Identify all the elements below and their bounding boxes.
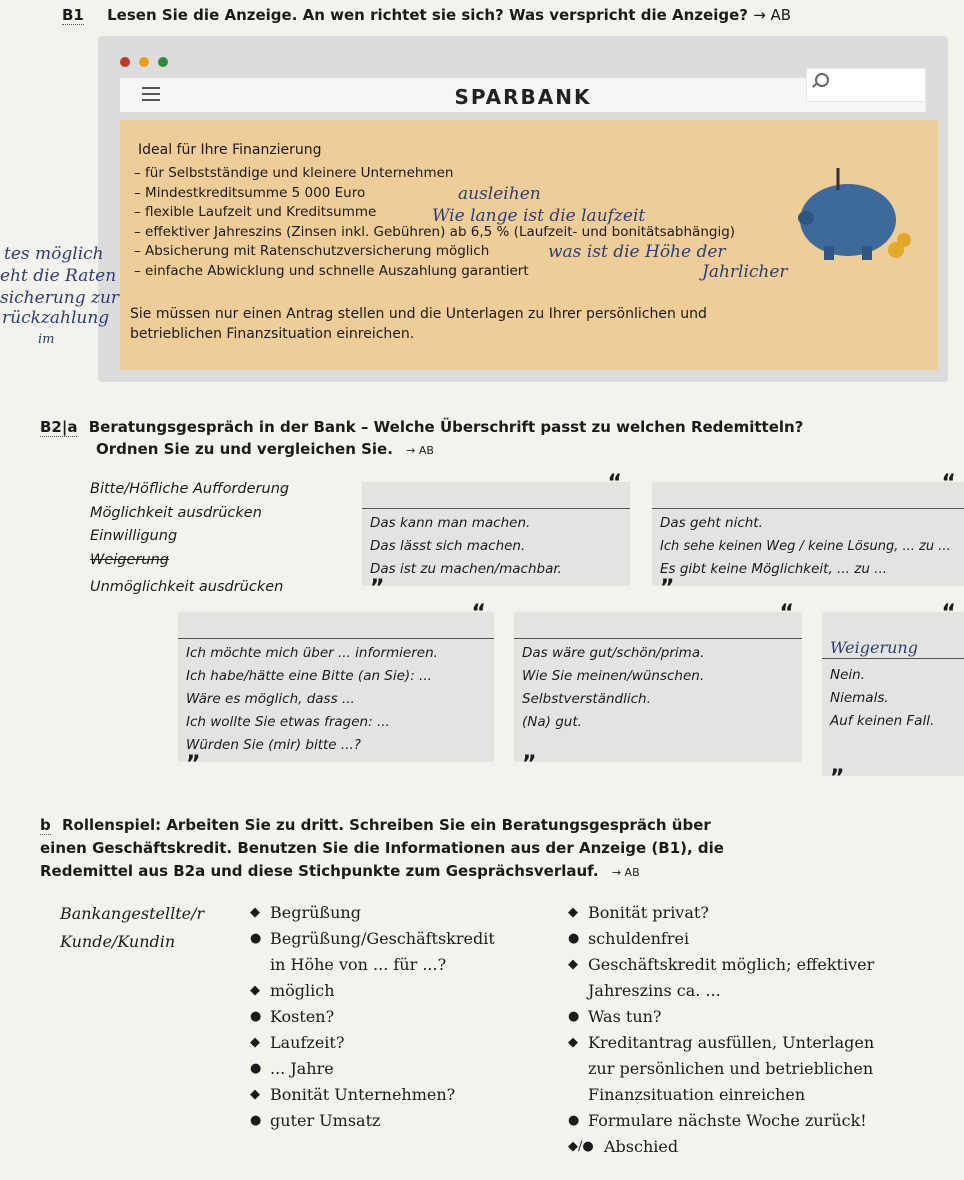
phrase: Auf keinen Fall. — [830, 713, 935, 729]
handwritten-note: ausleihen — [458, 184, 541, 204]
quote-close-icon: ” — [370, 576, 385, 601]
category-item: Möglichkeit ausdrücken — [90, 504, 262, 521]
dialogue-step — [248, 978, 548, 1004]
exercise-subtitle: Ordnen Sie zu und vergleichen Sie. — [96, 440, 393, 458]
phrase: Wie Sie meinen/wünschen. — [522, 668, 705, 684]
phrase-list — [370, 512, 622, 581]
bullet-icon: ◆ — [250, 1087, 260, 1102]
bullet-icon: ◆ — [568, 1035, 578, 1050]
category-item: Bitte/Höfliche Aufforderung — [90, 481, 290, 497]
bullet-icon: ◆ — [250, 1035, 260, 1050]
ad-item: – effektiver Jahreszins (Zinsen inkl. Gebühren) ab 6,5 % (Laufzeit- und bonitätsabhängig) — [134, 223, 735, 243]
handwritten-note: sicherung zur — [0, 288, 120, 308]
handwritten-note: eht die Raten — [0, 266, 117, 286]
step-text: guter Umsatz — [270, 1111, 381, 1130]
bullet-icon: ● — [568, 931, 580, 946]
window-controls — [120, 52, 172, 71]
quote-open-icon: “ — [941, 471, 956, 496]
quote-close-icon: ” — [830, 766, 845, 791]
bullet-icon: ● — [250, 1009, 262, 1024]
dialogue-step — [566, 1056, 926, 1082]
dialogue-step — [566, 1030, 926, 1056]
phrase: Ich habe/hätte eine Bitte (an Sie): ... — [186, 668, 432, 684]
bullet-icon: ◆ — [568, 905, 578, 920]
dialogue-step — [248, 1108, 548, 1134]
handwritten-note: was ist die Höhe der — [548, 242, 726, 262]
dialogue-step — [248, 1030, 548, 1056]
step-text: Formulare nächste Woche zurück! — [588, 1111, 867, 1130]
dialogue-step — [248, 1004, 548, 1030]
answer-line — [652, 508, 964, 509]
step-text: Bonität privat? — [588, 903, 709, 922]
step-text: Laufzeit? — [270, 1033, 345, 1052]
handwritten-note: tes möglich — [4, 244, 104, 264]
dialogue-step — [248, 952, 548, 978]
ad-item: – Absicherung mit Ratenschutzversicherung möglich — [134, 242, 735, 262]
exercise-b2a-heading — [40, 416, 803, 462]
category-item: Unmöglichkeit ausdrücken — [90, 579, 284, 595]
window-dot-green — [158, 57, 168, 67]
phrase: Niemals. — [830, 690, 889, 706]
ad-item: – Mindestkreditsumme 5 000 Euro — [134, 184, 735, 204]
quote-close-icon: ” — [186, 752, 201, 777]
step-text: Bonität Unternehmen? — [270, 1085, 456, 1104]
dialogue-step — [248, 1082, 548, 1108]
search-box — [806, 68, 926, 102]
phrase: Nein. — [830, 667, 866, 683]
bullet-icon: ● — [250, 931, 262, 946]
step-text: Finanzsituation einreichen — [588, 1085, 806, 1104]
phrase-list — [660, 512, 956, 581]
ab-reference: → AB — [611, 866, 640, 879]
dialogue-step — [248, 926, 548, 952]
handwritten-note: Weigerung — [830, 638, 918, 657]
dialogue-step — [566, 900, 926, 926]
bullet-icon: ● — [250, 1113, 262, 1128]
quote-open-icon: “ — [607, 471, 622, 496]
phrase: Wäre es möglich, dass ... — [186, 691, 355, 707]
dialogue-column-right — [566, 900, 926, 1160]
ad-item: – für Selbstständige und kleinere Unternehmen — [134, 164, 735, 184]
step-text: in Höhe von ... für ...? — [270, 955, 447, 974]
quote-open-icon: “ — [471, 601, 486, 626]
phrase-list — [830, 664, 956, 733]
brand-title: SPARBANK — [454, 85, 592, 109]
dialogue-step — [566, 1134, 926, 1160]
ad-footer: Sie müssen nur einen Antrag stellen und die Unterlagen zu Ihrer persönlichen und betrieblichen Finanzsituation einreichen. — [130, 306, 707, 342]
exercise-instruction: Lesen Sie die Anzeige. An wen richtet sie sich? Was verspricht die Anzeige? — [107, 6, 748, 24]
phrase: Das kann man machen. — [370, 515, 531, 531]
role-label: Kunde/Kundin — [60, 932, 176, 951]
ad-title: Ideal für Ihre Finanzierung — [138, 142, 322, 158]
exercise-number: B2|a — [40, 418, 78, 436]
exercise-title: Beratungsgespräch in der Bank – Welche Überschrift passt zu welchen Redemitteln? — [88, 418, 804, 436]
answer-line — [514, 638, 802, 639]
step-text: Jahreszins ca. ... — [588, 981, 721, 1000]
quote-close-icon: ” — [660, 576, 675, 601]
quote-open-icon: “ — [779, 601, 794, 626]
bullet-icon: ◆/● — [568, 1139, 594, 1154]
phrase-box — [362, 471, 630, 601]
step-text: ... Jahre — [270, 1059, 334, 1078]
dialogue-step — [248, 1056, 548, 1082]
bullet-icon: ● — [250, 1061, 262, 1076]
piggy-bank-illustration — [788, 160, 918, 270]
bullet-icon: ● — [568, 1009, 580, 1024]
phrase: Es gibt keine Möglichkeit, ... zu ... — [660, 561, 888, 577]
step-text: zur persönlichen und betrieblichen — [588, 1059, 874, 1078]
dialogue-step — [566, 1004, 926, 1030]
exercise-text: Rollenspiel: Arbeiten Sie zu dritt. Schreiben Sie ein Beratungsgespräch über einen Geschäftskredit. Benutzen Sie die Informationen aus der Anzeige (B1), die Redemittel aus B2a und diese Stichpunkte zum Gesprächsverlauf. — [40, 816, 724, 880]
phrase-box — [514, 601, 802, 777]
exercise-number: b — [40, 816, 51, 834]
ad-item: – einfache Abwicklung und schnelle Auszahlung garantiert — [134, 262, 735, 282]
category-list — [90, 478, 289, 600]
phrase: Ich möchte mich über ... informieren. — [186, 645, 438, 661]
step-text: Geschäftskredit möglich; effektiver — [588, 955, 875, 974]
dialogue-step — [566, 978, 926, 1004]
ab-reference: → AB — [406, 444, 434, 457]
handwritten-note: rückzahlung — [2, 308, 110, 328]
phrase: Selbstverständlich. — [522, 691, 651, 707]
category-item: Einwilligung — [90, 528, 178, 544]
phrase: Ich sehe keinen Weg / keine Lösung, ... zu ... — [660, 539, 951, 554]
step-text: schuldenfrei — [588, 929, 690, 948]
dialogue-step — [566, 1082, 926, 1108]
phrase: Das ist zu machen/machbar. — [370, 561, 562, 577]
step-text: Begrüßung/Geschäftskredit — [270, 929, 495, 948]
role-label: Bankangestellte/r — [60, 904, 205, 923]
phrase-list — [186, 642, 486, 757]
phrase: Das lässt sich machen. — [370, 538, 526, 554]
dialogue-step — [566, 926, 926, 952]
bullet-icon: ● — [568, 1113, 580, 1128]
exercise-number: B1 — [62, 6, 84, 24]
answer-line — [178, 638, 494, 639]
step-text: Kreditantrag ausfüllen, Unterlagen — [588, 1033, 875, 1052]
phrase: Würden Sie (mir) bitte ...? — [186, 737, 361, 753]
phrase: Ich wollte Sie etwas fragen: ... — [186, 714, 390, 730]
step-text: Kosten? — [270, 1007, 335, 1026]
phrase-list — [522, 642, 794, 734]
bullet-icon: ◆ — [568, 957, 578, 972]
role-list — [60, 900, 204, 956]
ad-item: – flexible Laufzeit und Kreditsumme — [134, 203, 735, 223]
answer-line — [362, 508, 630, 509]
ad-body — [120, 120, 938, 370]
step-text: Abschied — [604, 1137, 679, 1156]
search-icon — [815, 73, 829, 87]
window-dot-yellow — [139, 57, 149, 67]
phrase: (Na) gut. — [522, 714, 582, 730]
phrase: Das geht nicht. — [660, 515, 763, 531]
dialogue-step — [566, 952, 926, 978]
phrase-box — [822, 601, 964, 791]
step-text: Begrüßung — [270, 903, 361, 922]
phrase-box — [652, 471, 964, 601]
step-text: Was tun? — [588, 1007, 662, 1026]
ab-reference: → AB — [753, 6, 792, 24]
handwritten-note: im — [38, 332, 55, 347]
phrase-box — [178, 601, 494, 777]
bullet-icon: ◆ — [250, 983, 260, 998]
dialogue-step — [566, 1108, 926, 1134]
phrase: Das wäre gut/schön/prima. — [522, 645, 705, 661]
ad-header-bar — [120, 78, 926, 112]
window-dot-red — [120, 57, 130, 67]
step-text: möglich — [270, 981, 335, 1000]
exercise-b1-heading — [62, 6, 791, 24]
quote-close-icon: ” — [522, 752, 537, 777]
dialogue-step — [248, 900, 548, 926]
exercise-b2b-heading — [40, 814, 740, 884]
category-item: Weigerung — [90, 551, 169, 568]
handwritten-note: Jahrlicher — [702, 262, 788, 282]
handwritten-note: Wie lange ist die laufzeit — [432, 206, 646, 226]
quote-open-icon: “ — [941, 601, 956, 626]
bullet-icon: ◆ — [250, 905, 260, 920]
dialogue-column-left — [248, 900, 548, 1134]
